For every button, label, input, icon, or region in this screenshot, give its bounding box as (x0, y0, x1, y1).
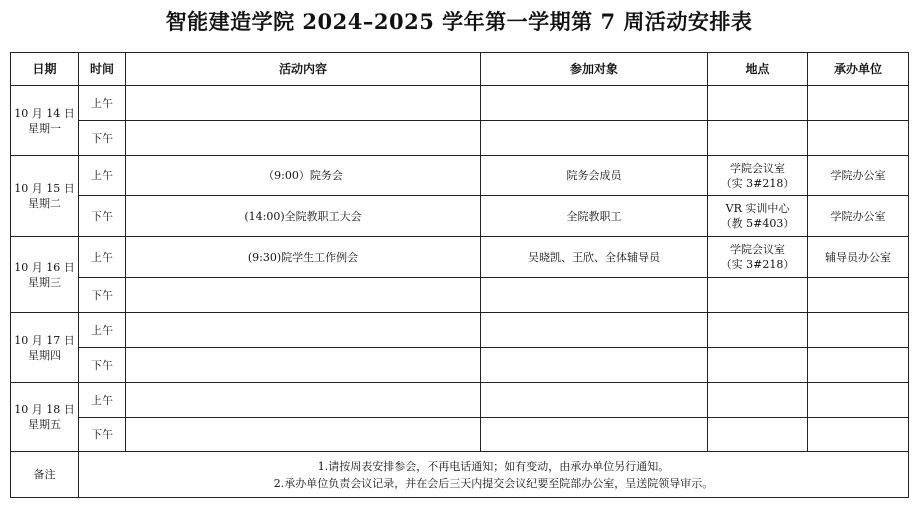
content-cell (126, 313, 481, 348)
organizer-cell (808, 86, 909, 121)
header-location: 地点 (708, 53, 808, 86)
organizer-cell (808, 313, 909, 348)
header-organizer: 承办单位 (808, 53, 909, 86)
schedule-table (10, 52, 909, 498)
participants-cell (481, 383, 708, 418)
header-time: 时间 (79, 53, 126, 86)
participants-cell (481, 313, 708, 348)
organizer-cell (808, 418, 909, 452)
participants-cell: 吴晓凯、王欣、全体辅导员 (481, 237, 708, 278)
date-cell (11, 86, 79, 156)
table-row (11, 237, 909, 278)
content-cell (126, 383, 481, 418)
date-cell (11, 313, 79, 383)
time-cell: 上午 (79, 86, 126, 121)
time-cell: 上午 (79, 237, 126, 278)
participants-cell (481, 418, 708, 452)
content-cell (126, 348, 481, 383)
organizer-cell (808, 121, 909, 156)
content-cell: (9:30)院学生工作例会 (126, 237, 481, 278)
date-label: 10 月 15 日 (14, 182, 75, 195)
header-date: 日期 (11, 53, 79, 86)
organizer-cell: 辅导员办公室 (808, 237, 909, 278)
table-row (11, 121, 909, 156)
time-cell: 下午 (79, 348, 126, 383)
organizer-cell (808, 278, 909, 313)
time-cell: 下午 (79, 278, 126, 313)
location-cell (708, 418, 808, 452)
table-row (11, 383, 909, 418)
location-cell (708, 313, 808, 348)
weekday-label: 星期二 (28, 197, 61, 210)
table-row (11, 313, 909, 348)
date-cell (11, 237, 79, 313)
notes-line-2: 2.承办单位负责会议记录，并在会后三天内提交会议纪要至院部办公室，呈送院领导审示。 (273, 476, 714, 490)
participants-cell (481, 348, 708, 383)
weekday-label: 星期五 (28, 418, 61, 431)
date-cell (11, 383, 79, 452)
notes-content (79, 452, 909, 498)
time-cell: 下午 (79, 121, 126, 156)
time-cell: 上午 (79, 313, 126, 348)
table-row (11, 348, 909, 383)
location-cell (708, 121, 808, 156)
weekday-label: 星期一 (28, 121, 61, 135)
page-title: 智能建造学院 2024–2025 学年第一学期第 7 周活动安排表 (165, 9, 753, 34)
header-content: 活动内容 (126, 53, 481, 86)
table-row (11, 86, 909, 121)
date-label: 10 月 16 日 (14, 260, 75, 274)
content-cell: （9:00）院务会 (126, 156, 481, 196)
notes-label: 备注 (11, 452, 79, 498)
organizer-cell (808, 348, 909, 383)
header-row (11, 53, 909, 86)
table-row (11, 196, 909, 237)
table-row (11, 418, 909, 452)
content-cell (126, 86, 481, 121)
time-cell: 下午 (79, 418, 126, 452)
date-label: 10 月 18 日 (14, 403, 75, 416)
organizer-cell (808, 383, 909, 418)
participants-cell: 院务会成员 (481, 156, 708, 196)
location-cell (708, 86, 808, 121)
content-cell: (14:00)全院教职工大会 (126, 196, 481, 237)
location-cell (708, 278, 808, 313)
participants-cell (481, 121, 708, 156)
weekday-label: 星期三 (28, 275, 61, 289)
table-row (11, 156, 909, 196)
time-cell: 上午 (79, 383, 126, 418)
date-cell (11, 156, 79, 237)
location-cell: 学院会议室 （实 3#218） (708, 156, 808, 196)
notes-line-1: 1.请按周表安排参会，不再电话通知；如有变动，由承办单位另行通知。 (317, 459, 670, 473)
time-cell: 下午 (79, 196, 126, 237)
location-cell (708, 383, 808, 418)
content-cell (126, 278, 481, 313)
organizer-cell: 学院办公室 (808, 196, 909, 237)
date-label: 10 月 14 日 (14, 106, 75, 120)
organizer-cell: 学院办公室 (808, 156, 909, 196)
notes-row (11, 452, 909, 498)
location-cell: VR 实训中心 （教 5#403） (708, 196, 808, 237)
location-cell: 学院会议室 （实 3#218） (708, 237, 808, 278)
participants-cell (481, 278, 708, 313)
content-cell (126, 418, 481, 452)
participants-cell (481, 86, 708, 121)
content-cell (126, 121, 481, 156)
location-cell (708, 348, 808, 383)
header-participants: 参加对象 (481, 53, 708, 86)
participants-cell: 全院教职工 (481, 196, 708, 237)
table-row (11, 278, 909, 313)
time-cell: 上午 (79, 156, 126, 196)
weekday-label: 星期四 (28, 348, 61, 362)
date-label: 10 月 17 日 (14, 333, 75, 347)
